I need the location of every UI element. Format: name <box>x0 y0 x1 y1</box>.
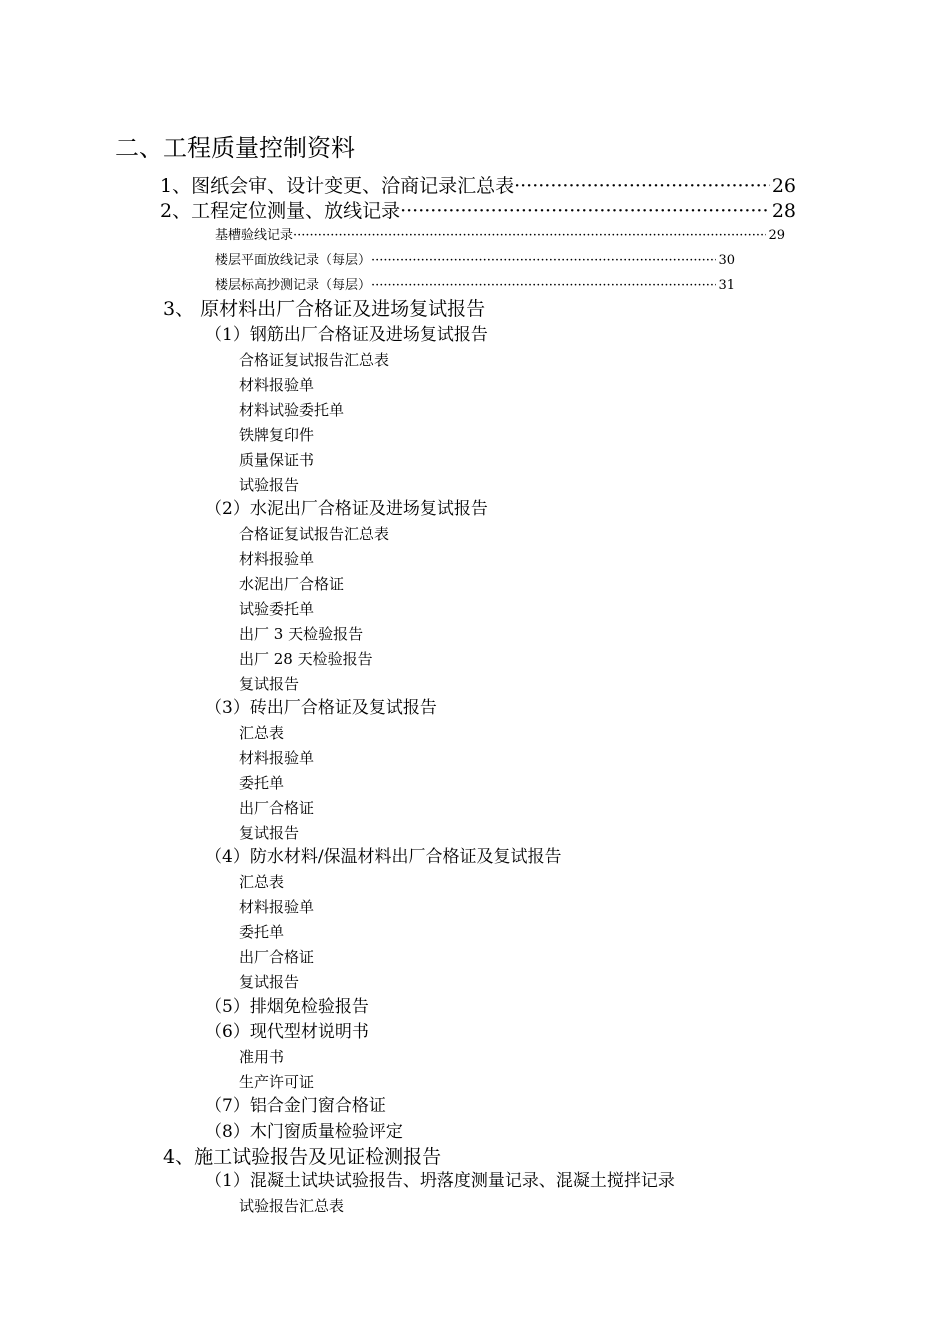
group-title: （1）钢筋出厂合格证及进场复试报告 <box>205 325 488 345</box>
list-item: 生产许可证 <box>239 1073 315 1091</box>
list-item: 出厂 28 天检验报告 <box>239 650 373 668</box>
list-item: 委托单 <box>239 774 285 792</box>
group-title: （5）排烟免检验报告 <box>205 997 369 1017</box>
group-title: （8）木门窗质量检验评定 <box>205 1122 403 1142</box>
list-item: 材料报验单 <box>239 550 315 568</box>
list-item: 铁牌复印件 <box>239 426 315 444</box>
list-item: 材料报验单 <box>239 376 315 394</box>
list-item: 合格证复试报告汇总表 <box>239 351 390 369</box>
list-item: 准用书 <box>239 1048 285 1066</box>
toc-leader-dots <box>293 229 766 242</box>
group-title: （4）防水材料/保温材料出厂合格证及复试报告 <box>205 847 562 867</box>
toc-page-number: 28 <box>771 200 796 222</box>
toc-entry[interactable] <box>160 202 796 221</box>
toc-entry-label: 1、图纸会审、设计变更、洽商记录汇总表 <box>160 175 515 197</box>
list-item: 试验报告 <box>239 476 300 494</box>
list-item: 委托单 <box>239 923 285 941</box>
list-item: 复试报告 <box>239 675 300 693</box>
section-heading: 3、 原材料出厂合格证及进场复试报告 <box>163 298 486 320</box>
toc-leader-dots <box>514 177 770 196</box>
toc-page-number: 30 <box>718 253 735 268</box>
toc-entry[interactable] <box>160 177 796 196</box>
toc-entry-label: 楼层平面放线记录（每层） <box>215 253 372 268</box>
group-title: （7）铝合金门窗合格证 <box>205 1096 386 1116</box>
list-item: 材料试验委托单 <box>239 401 345 419</box>
list-item: 试验委托单 <box>239 600 315 618</box>
list-item: 出厂 3 天检验报告 <box>239 625 364 643</box>
list-item: 出厂合格证 <box>239 948 315 966</box>
toc-leader-dots <box>400 202 770 221</box>
toc-page-number: 29 <box>768 228 785 243</box>
toc-entry[interactable] <box>215 229 785 242</box>
group-title: （6）现代型材说明书 <box>205 1022 369 1042</box>
list-item: 质量保证书 <box>239 451 315 469</box>
list-item: 合格证复试报告汇总表 <box>239 525 390 543</box>
list-item: 材料报验单 <box>239 898 315 916</box>
list-item: 复试报告 <box>239 824 300 842</box>
list-item: 复试报告 <box>239 973 300 991</box>
list-item: 材料报验单 <box>239 749 315 767</box>
list-item: 水泥出厂合格证 <box>239 575 345 593</box>
list-item: 汇总表 <box>239 873 285 891</box>
group-title: （3）砖出厂合格证及复试报告 <box>205 698 437 718</box>
toc-entry-label: 2、工程定位测量、放线记录 <box>160 200 401 222</box>
toc-leader-dots <box>371 279 716 292</box>
list-item: 试验报告汇总表 <box>239 1197 345 1215</box>
section-title: 二、工程质量控制资料 <box>115 134 355 162</box>
toc-entry[interactable] <box>215 254 735 267</box>
toc-entry[interactable] <box>215 279 735 292</box>
toc-leader-dots <box>371 254 716 267</box>
group-title: （1）混凝土试块试验报告、坍落度测量记录、混凝土搅拌记录 <box>205 1171 675 1191</box>
list-item: 出厂合格证 <box>239 799 315 817</box>
toc-entry-label: 楼层标高抄测记录（每层） <box>215 278 372 293</box>
toc-entry-label: 基槽验线记录 <box>215 228 294 243</box>
toc-page-number: 31 <box>718 278 735 293</box>
group-title: （2）水泥出厂合格证及进场复试报告 <box>205 499 488 519</box>
toc-page-number: 26 <box>771 175 796 197</box>
section-heading: 4、施工试验报告及见证检测报告 <box>163 1146 442 1168</box>
list-item: 汇总表 <box>239 724 285 742</box>
